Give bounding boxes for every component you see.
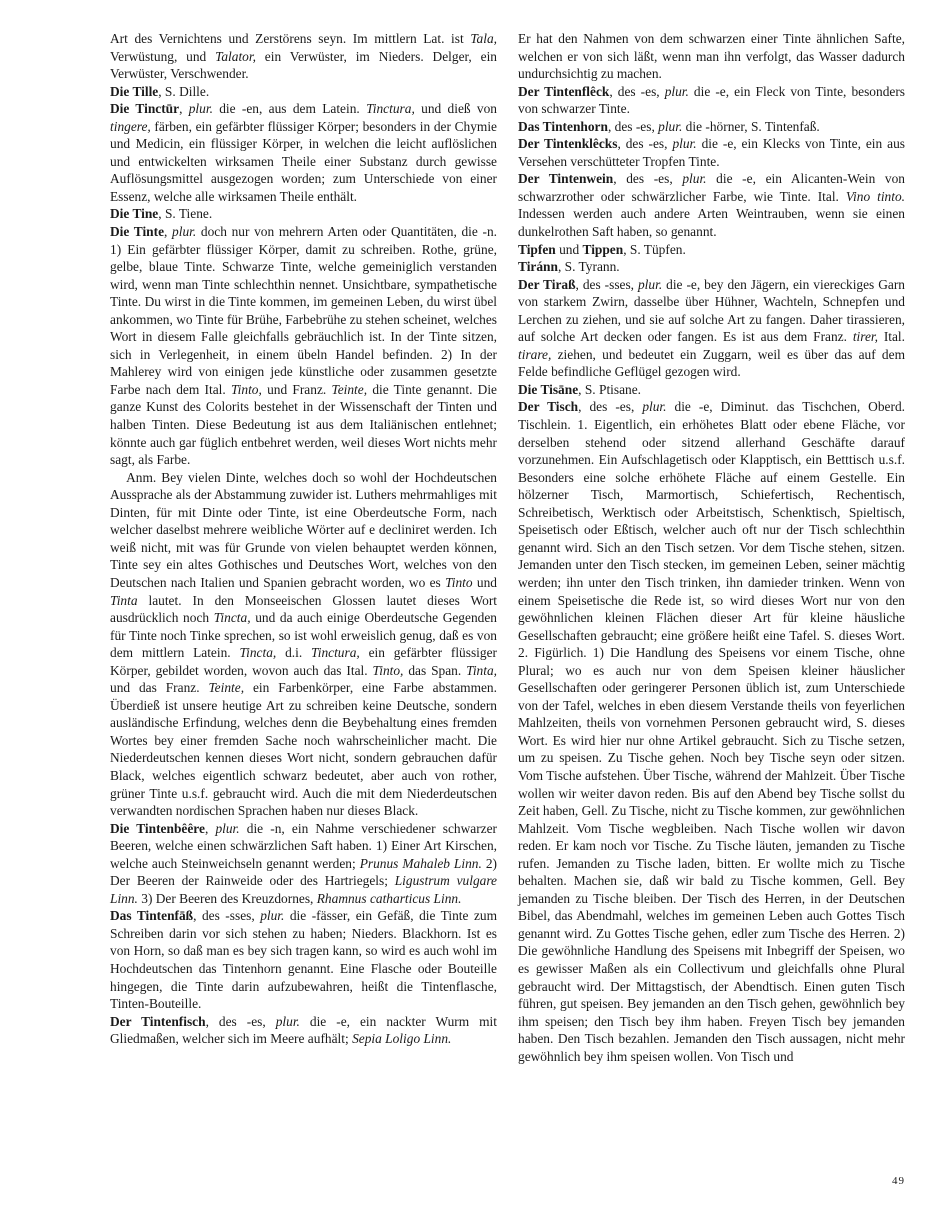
headword: Tiránn xyxy=(518,259,558,275)
entry-text: , S. Dille. xyxy=(158,83,210,99)
entry-text: und da auch einige Oberdeutsche Gegenden für Tinte noch Tinke sprechen, so ist wohl erweislich genug, daß es von dem mittlern Latein. xyxy=(110,610,497,661)
entry-text: 3) Der Beeren des Kreuzdornes, xyxy=(137,890,317,906)
headword: Der Tintenfisch xyxy=(110,1013,206,1029)
italic-term: Tinto, xyxy=(230,381,262,397)
italic-term: Tincta, xyxy=(239,645,277,661)
dictionary-entry xyxy=(110,30,497,83)
entry-text: , des -sses, xyxy=(575,276,638,292)
entry-text: , des -es, xyxy=(578,399,643,415)
entry-text: die -n, ein Nahme verschiedener schwarzer Beeren, welche einen schwärzlichen Saft haben. 1) Einer Art Kirschen, welche auch Steinweichseln genannt werden; xyxy=(110,820,497,871)
headword: Die Tine xyxy=(110,206,159,222)
italic-term: Prunus Mahaleb Linn. xyxy=(359,855,482,871)
entry-text: die -e, bey den Jägern, ein viereckiges Garn von starkem Zwirn, dasselbe über Hühner, Wachteln, Schnepfen und Lerchen zu ziehen, und sie auf solche Art zu fangen. Daher tirassieren, auf solche Art decken oder fangen. Es ist aus dem Franz. xyxy=(518,276,905,345)
page-number: 49 xyxy=(892,1175,905,1187)
entry-text: und Franz. xyxy=(261,381,332,397)
entry-text: die -e, ein Klecks von Tinte, ein aus Versehen verschütteter Tropfen Tinte. xyxy=(518,136,906,169)
dictionary-entry xyxy=(518,118,905,136)
italic-term: tingere, xyxy=(110,118,151,134)
dictionary-entry xyxy=(518,30,905,83)
italic-term: Tinctura, xyxy=(311,645,360,661)
headword: Der Tiraß xyxy=(518,276,576,292)
entry-text: Anm. Bey vielen Dinte, welches doch so wohl der Hochdeutschen Aussprache als der Abstammung zuwider ist. Luthers mehrmahliges mit Dinten, für mit Dinte oder Tinte, ist eine Oberdeutsche Form, nach welcher daselbst mehrere weibliche Wörter auf e decliniret werden. Ich weiß nicht, mit was für Grunde von vielen behauptet werden können, Tinte sey ein altes Gothisches und Deutsches Wort, welches von den Deutschen nach Italien und Spanien gebracht worden, wo es xyxy=(110,469,497,590)
entry-text: doch nur von mehrern Arten oder Quantitäten, die -n. 1) Ein gefärbter flüssiger Körper, damit zu schreiben. Rothe, grüne, gelbe, blaue Tinte. Schwarze Tinte, welche gemeiniglich verstanden wird, wenn man Tinte schlechthin nennet. Unsichtbare, sympathetische Tinte. Du wirst in die Tinte kommen, im gemeinen Leben, du wirst übel ankommen, wo Tinte für Brühe, Farbebrühe zu stehen scheinet, welches Wort in diesem Falle gleichfalls gebräuchlich ist. In der Tinte sitzen, sich in Verlegenheit, in einem übeln Handel befinden. 2) In der Mahlerey wird von einigen jede künstliche oder zusammen gesetzte Farbe nach dem Ital. xyxy=(110,224,497,397)
headword: Die Tinctūr xyxy=(110,101,180,117)
entry-text: und dieß von xyxy=(414,101,497,117)
right-column xyxy=(518,30,905,1065)
italic-term: Ligustrum vulgare Linn. xyxy=(110,873,497,906)
italic-term: plur. xyxy=(260,908,285,924)
italic-term: tirare, xyxy=(518,346,552,362)
dictionary-entry xyxy=(518,83,905,118)
entry-text: das Span. xyxy=(403,662,467,678)
entry-text: , S. Tyrann. xyxy=(557,259,620,275)
dictionary-entry xyxy=(518,241,905,259)
entry-text: , des -es, xyxy=(613,171,683,187)
dictionary-entry xyxy=(110,907,497,1012)
entry-text: die -e, Diminut. das Tischchen, Oberd. Tischlein. 1. Eigentlich, ein erhöhetes Blatt oder ebene Fläche, vor derselben stehend oder sitzend allerhand Geschäfte darauf vorzunehmen. Ein Aufschlagetisch oder Klapptisch, ein Betttisch u.s.f. Besonders eine solche erhöhete Fläche auf einem Gestelle. Ein hölzerner Tisch, Marmortisch, Schiefertisch, Rechentisch, Schreibetisch, Werktisch oder Arbeitstisch, Schenktisch, Spieltisch, Speisetisch oder Eßtisch, welcher auch oft nur der Tisch schlechthin genannt wird. Sich an den Tisch setzen. Vor dem Tische stehen, sitzen. Jemanden unter den Tisch stecken, im gemeinen Leben, seiner mächtig werden; ihn unter den Tisch trinken, ihn damieder trinken. Wenn von einem Speisetische die Rede ist, so wird dieses Wort nur von den gewöhnlichen kleinen Flächen dieser Art für kleine häusliche Gesellschaften gebraucht; eine größere heißt eine Tafel. S. dieses Wort. 2. Figürlich. 1) Die Handlung des Speisens vor einem Tische, ohne Plural; wo es auch nur von dem Speisen kleiner häuslicher Gesellschaften oder geringerer Personen üblich ist, zum Unterschiede von der Tafel, welches in eben diesem Verstande theils von feyerlichen Mahlzeiten, theils von vornehmen Personen gebraucht wird, S. dieses Wort. Es wird hier nur ohne Artikel gebraucht. Sich zu Tische setzen, um zu speisen. Zu Tische gehen. Noch bey Tische seyn oder sitzen. Vom Tische aufstehen. Über Tische, während der Mahlzeit. Über Tische wollen wir weiter davon reden. Bis auf den Abend bey Tische sollst du Zeit haben, Gell. Zu Tische, nicht zu Tische kommen, zur gewöhnlichen Mahlzeit. Vom Tische wegbleiben. Nach Tische wollen wir davon reden. Er kam noch vor Tische. Zu Tische läuten, jemanden zu Tische rufen. Jemanden zu Tische laden, bitten. Er wollte mich zu Tische behalten. Machen sie, daß wir bald zu Tische kommen, Gell. Bey jemanden zu Tische bleiben. Der Tisch des Herren, in der Deutschen Bibel, das Abendmahl, welches im gemeinen Leben auch Gottes Tisch genannt wird. Zu Gottes Tische gehen, edler zum Tische des Herren. 2) Die gewöhnliche Handlung des Speisens mit Inbegriff der Speisen, wo es gewisser Maßen als ein Collectivum und gleichfalls ohne Plural gebraucht wird. Der Mittagstisch, der Abendtisch. Einen guten Tisch führen, gut speisen. Bey jemanden an den Tisch gehen, gewöhnlich bey ihm speisen; den Tisch bey ihm haben. Freyen Tisch bey jemanden haben. Den Tisch bezahlen. Jemanden den Tisch aussagen, nicht mehr gewöhnlich bey ihm speisen wollen. Von Tisch und xyxy=(518,399,905,1064)
headword: Die Tisāne xyxy=(518,381,579,397)
italic-term: Tinta xyxy=(110,592,138,608)
entry-text: ziehen, und bedeutet ein Zuggarn, weil es über das auf dem Felde befindliche Geflügel gezogen wird. xyxy=(518,346,905,380)
entry-text: die -fässer, ein Gefäß, die Tinte zum Schreiben darin vor sich stehen zu haben; Nieders. Blackhorn. Ist es von Horn, so daß man es bey sich tragen kann, so wird es auch wohl im Hochdeutschen das Tintenhorn genannt. Eine Flasche oder Bouteille hingegen, die Tinte darin aufzubewahren, heißt die Tintenflasche, Tinten-Bouteille. xyxy=(110,908,498,1012)
dictionary-entry xyxy=(110,820,497,908)
italic-term: plur. xyxy=(188,101,213,117)
italic-term: tirer, xyxy=(852,329,878,345)
italic-term: plur. xyxy=(672,136,697,152)
dictionary-entry xyxy=(518,381,905,399)
entry-text: , des -es, xyxy=(205,1013,276,1029)
entry-text: , S. Ptisane. xyxy=(578,381,642,397)
headword: Das Tintenfāß xyxy=(110,908,194,924)
entry-text: , xyxy=(179,101,189,117)
dictionary-entry xyxy=(110,205,497,223)
etymology-note xyxy=(110,469,497,820)
headword: Das Tintenhorn xyxy=(518,118,608,134)
italic-term: Tinto xyxy=(445,574,473,590)
headword: Der Tintenflêck xyxy=(518,83,610,99)
headword: Die Tinte xyxy=(110,224,165,240)
entry-text: d.i. xyxy=(276,645,312,661)
entry-text: , des -sses, xyxy=(193,908,261,924)
entry-text: und xyxy=(555,241,583,257)
italic-term: Talator, xyxy=(215,48,256,64)
headword: Die Tintenbêêre xyxy=(110,820,205,836)
italic-term: plur. xyxy=(637,276,663,292)
dictionary-entry xyxy=(518,258,905,276)
italic-term: Tinta, xyxy=(466,662,498,678)
dictionary-entry xyxy=(518,170,905,240)
italic-term: plur. xyxy=(664,83,689,99)
entry-text: lautet. In den Monseeischen Glossen lautet dieses Wort ausdrücklich noch xyxy=(110,592,497,626)
italic-term: plur. xyxy=(658,118,683,134)
italic-term: Vino tinto. xyxy=(845,188,905,204)
entry-text: Ital. xyxy=(877,329,906,345)
entry-text: , xyxy=(204,820,216,836)
entry-text: 2) Der Beeren der Rainweide oder des Hartriegels; xyxy=(110,855,497,889)
headword: Der Tintenwein xyxy=(518,171,614,187)
left-column xyxy=(110,30,497,1048)
dictionary-entry xyxy=(110,83,497,101)
dictionary-entry xyxy=(110,1013,497,1048)
entry-text: ein Verwüster, im Nieders. Delger, ein Verwüster, Verschwender. xyxy=(110,48,497,82)
headword: Der Tisch xyxy=(518,399,579,415)
dictionary-entry xyxy=(110,223,497,469)
entry-text: , des -es, xyxy=(607,118,659,134)
italic-term: plur. xyxy=(682,171,707,187)
italic-term: Sepia Loligo Linn. xyxy=(352,1031,452,1047)
italic-term: Rhamnus catharticus Linn. xyxy=(316,890,462,906)
entry-text: die -hörner, S. Tintenfaß. xyxy=(682,118,820,134)
entry-text: die -e, ein nackter Wurm mit Gliedmaßen, welcher sich im Meere aufhält; xyxy=(110,1013,497,1047)
headword: Die Tille xyxy=(110,83,159,99)
entry-text: die -e, ein Fleck von Tinte, besonders von schwarzer Tinte. xyxy=(518,83,905,117)
italic-term: Tala, xyxy=(470,31,497,46)
entry-text: , S. Tiene. xyxy=(158,206,213,222)
entry-text: Art des Vernichtens und Zerstörens seyn. Im mittlern Lat. ist xyxy=(110,31,471,46)
headword: Tipfen xyxy=(518,241,556,257)
entry-text: , des -es, xyxy=(609,83,665,99)
italic-term: plur. xyxy=(215,820,240,836)
entry-text: Er hat den Nahmen von dem schwarzen einer Tinte ähnlichen Safte, welchen er von sich läßt, wenn man ihn verfolgt, das Wasser dadurch undurchsichtig zu machen. xyxy=(518,31,905,82)
entry-text: ein gefärbter flüssiger Körper, gebildet worden, wovon auch das Ital. xyxy=(110,645,497,678)
dictionary-entry xyxy=(518,135,905,170)
italic-term: Tinto, xyxy=(372,662,404,678)
entry-text: , des -es, xyxy=(617,136,673,152)
headword: Der Tintenklêcks xyxy=(518,136,618,152)
dictionary-entry xyxy=(518,398,905,1065)
entry-text: die -en, aus dem Latein. xyxy=(212,101,367,117)
dictionary-entry xyxy=(518,276,905,381)
entry-text: Verwüstung, und xyxy=(110,48,216,64)
entry-text: ein Farbenkörper, eine Farbe abstammen. Überdieß ist unsere heutige Art zu schreiben keine Deutsche, sondern ausländische Erfindung, welches denn die Beybehaltung eines fremden Wortes bey einer fremden Sache noch wahrscheinlicher macht. Die Niederdeutschen kennen dieses Wort nicht, sondern gebrauchen dafür Black, welches eigentlich schwarz bedeutet, aber auch von rother, grüner Tinte u.s.f. gebraucht wird. Auch die mit dem Niederdeutschen verwandten nordischen Sprachen haben nur dieses Black. xyxy=(110,680,497,819)
italic-term: plur. xyxy=(172,224,197,240)
entry-text: , xyxy=(164,224,173,240)
italic-term: Tincta, xyxy=(213,610,251,626)
entry-text: färben, ein gefärbter flüssiger Körper; besonders in der Chymie und Medicin, ein flüssiger Körper, in welchen die leicht auflöslichen und entwickelten wirksamen Theile einer Substanz durch gewisse Auflösungsmittel ausgezogen worden; zum Unterschiede von einer Essenz, welche alle wirksamen Theile enthält. xyxy=(110,118,497,204)
italic-term: Tinctura, xyxy=(366,101,415,117)
italic-term: plur. xyxy=(642,399,667,415)
entry-text: Indessen werden auch andere Arten Weintrauben, wenn sie einen dunkelrothen Saft haben, so genannt. xyxy=(518,206,905,240)
italic-term: Teinte, xyxy=(331,381,368,397)
italic-term: plur. xyxy=(275,1013,300,1029)
entry-text: und das Franz. xyxy=(110,680,209,696)
italic-term: Teinte, xyxy=(208,680,245,696)
entry-text: , S. Tüpfen. xyxy=(623,241,686,257)
entry-text: und xyxy=(472,574,497,590)
entry-text: die Tinte genannt. Die ganze Kunst des Colorits bestehet in der Wissenschaft der Tinten und halben Tinten. Diese Bedeutung ist aus dem Italiänischen entlehnet; könnte auch gar füglich entbehret werden, weil dieses Wort nichts mehr sagt, als Farbe. xyxy=(110,381,497,468)
entry-text: die -e, ein Alicanten-Wein von schwarzrother oder schwärzlicher Farbe, wie Tinte. Ital. xyxy=(518,171,905,204)
dictionary-entry xyxy=(110,100,497,205)
headword: Tippen xyxy=(582,241,624,257)
